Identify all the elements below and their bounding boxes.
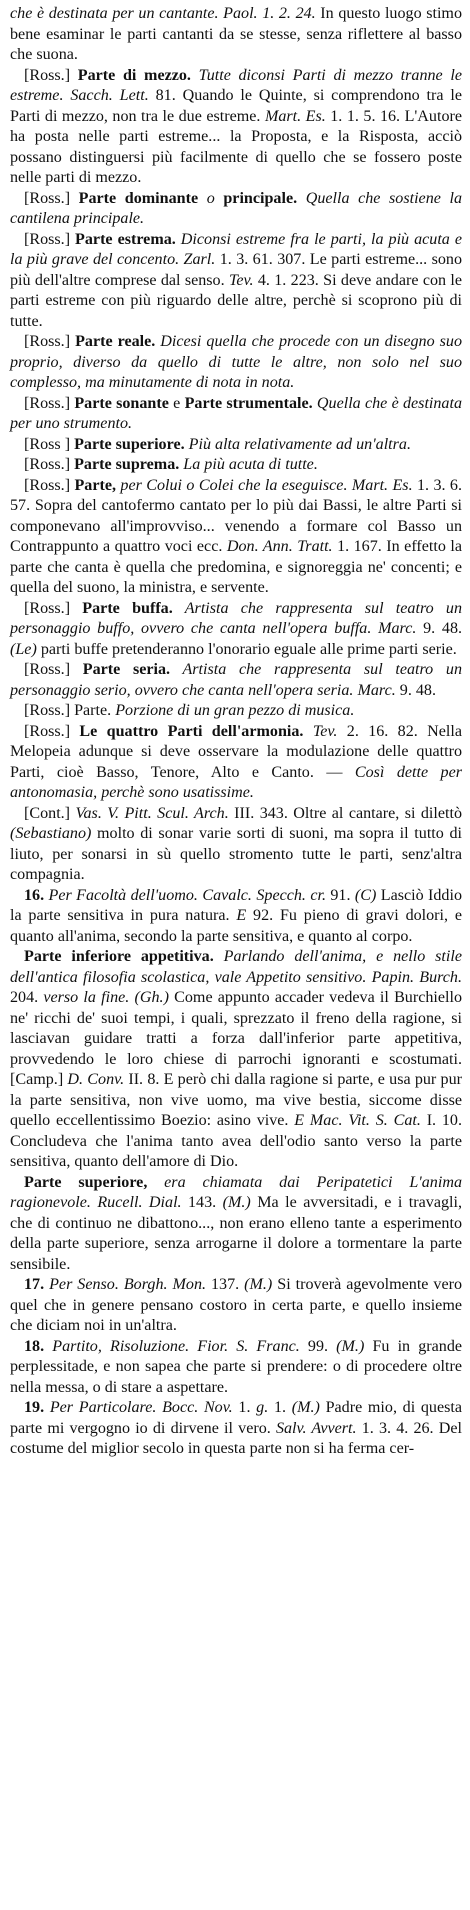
italic-text: (M.) bbox=[336, 1337, 365, 1355]
entry-paragraph bbox=[10, 1173, 462, 1276]
entry-headword: principale. bbox=[223, 189, 298, 207]
body-text: [Ross.] Parte. bbox=[24, 702, 116, 719]
entry-paragraph bbox=[10, 394, 462, 435]
italic-text: Dicesi quella che procede con un disegno suo proprio, diverso da quello di tutte le altre, non solo nel suo complesso, ma minutamente di nota in nota. bbox=[10, 333, 462, 391]
italic-text: E bbox=[236, 907, 247, 924]
body-text: 9. 48. bbox=[416, 620, 463, 637]
entry-paragraph bbox=[10, 189, 462, 230]
body-text: [Ross.] bbox=[24, 722, 80, 740]
entry-paragraph bbox=[10, 455, 462, 476]
italic-text: Per Senso. Borgh. Mon. bbox=[49, 1276, 207, 1293]
body-text: 137. bbox=[206, 1276, 245, 1293]
body-text: II. 8. E però chi dalla ragione si parte, e usa pur pur la parte sensitiva, non vive uomo, ma vive bestia, siccome disse quello eccellentissimo Boezio: asino vive. bbox=[10, 1071, 462, 1129]
body-text: I. 10. Concludeva che l'anima tanto avea dell'odio santo verso la parte sensitiva, quanto dell'amore di Dio. bbox=[10, 1112, 463, 1170]
entry-paragraph bbox=[10, 230, 462, 333]
italic-text: Porzione di un gran pezzo di musica. bbox=[115, 702, 355, 719]
body-text: 204. bbox=[10, 989, 44, 1006]
italic-text: (C) bbox=[354, 886, 377, 904]
entry-paragraph bbox=[10, 1337, 462, 1399]
body-text: 99. bbox=[299, 1337, 337, 1355]
italic-text: Così dette per antonomasia, perchè sono usatissime. bbox=[10, 763, 462, 801]
italic-text: Tutte diconsi Parti di mezzo tranne le estreme. Sacch. Lett. bbox=[10, 66, 462, 104]
italic-text: Artista che rappresenta sul teatro un personaggio serio, ovvero che canta nell'opera seria. Marc. bbox=[10, 661, 462, 699]
entry-headword: Parte di mezzo. bbox=[77, 66, 191, 84]
italic-text: (M.) bbox=[222, 1194, 251, 1211]
italic-text: Quella che è destinata per uno strumento. bbox=[10, 394, 462, 432]
body-text: [Ross.] bbox=[24, 476, 75, 494]
italic-text: Per Particolare. Bocc. Nov. bbox=[49, 1399, 233, 1416]
italic-text: (Le) bbox=[10, 640, 37, 658]
entry-headword: Parte superiore, bbox=[24, 1173, 148, 1191]
entry-paragraph bbox=[10, 4, 462, 66]
body-text: 4. 1. 223. Si deve andare con le parti estreme con più riguardo delle altre, perchè si scoprono più di tutte. bbox=[10, 271, 462, 330]
body-text: [Ross.] bbox=[24, 333, 76, 350]
entry-paragraph bbox=[10, 1275, 462, 1337]
entry-paragraph bbox=[10, 886, 462, 948]
body-text: III. 343. Oltre al cantare, si dilettò bbox=[228, 804, 462, 822]
italic-text: Per Facoltà dell'uomo. Cavalc. Specch. cr. bbox=[48, 886, 326, 904]
body-text: 1. bbox=[232, 1399, 257, 1416]
italic-text: Parlando dell'anima, e nello stile dell'antica filosofia scolastica, vale Appetito sensitivo. Papin. Burch. bbox=[10, 948, 462, 986]
entry-paragraph bbox=[10, 947, 462, 1173]
entry-paragraph bbox=[10, 1398, 462, 1460]
body-text: [Ross.] bbox=[24, 661, 83, 678]
entry-headword: Parte superiore. bbox=[74, 435, 185, 453]
italic-text: D. Conv. bbox=[67, 1071, 125, 1088]
italic-text: Tev. bbox=[303, 722, 338, 740]
body-text: Padre mio, di questa parte mi vergogno io di dirvene il vero. bbox=[10, 1399, 462, 1437]
body-text: 2. 16. 82. Nella Melopeia adunque si deve osservare la modulazione delle quattro Parti, cioè Basso, Tenore, Alto e Canto. — bbox=[10, 722, 463, 781]
entry-paragraph bbox=[10, 804, 462, 886]
italic-text: Tev. bbox=[228, 271, 254, 289]
entry-headword: Le quattro Parti dell'armonia. bbox=[79, 722, 304, 740]
body-text: Ma le avversitadi, e i travagli, che di continuo ne dibattono..., non erano elleno tante a esperimento della parte superiore, senza arrogarne il dolore a tormentare la parte sensibile. bbox=[10, 1194, 462, 1273]
body-text: 143. bbox=[181, 1194, 223, 1211]
entry-paragraph bbox=[10, 476, 462, 599]
body-text: 1. 3. 61. 307. Le parti estreme... sono più dell'altre comprese dal senso. bbox=[10, 251, 462, 289]
entry-headword: Parte reale. bbox=[75, 333, 156, 350]
italic-text: o bbox=[198, 189, 224, 207]
body-text: 1. 1. 5. 16. L'Autore ha posta nelle parti estreme... la Proposta, e la Risposta, acciò possano distinguersi più facilmente di quello che se fossero poste nelle parti di mezzo. bbox=[10, 107, 462, 186]
entry-headword: Parte suprema. bbox=[74, 456, 180, 473]
italic-text: Diconsi estreme fra le parti, la più acuta e la più grave del concento. Zarl. bbox=[10, 230, 462, 268]
entry-paragraph bbox=[10, 701, 462, 722]
body-text: [Ross ] bbox=[24, 435, 75, 453]
entry-headword: Parte seria. bbox=[82, 661, 171, 678]
entry-paragraph bbox=[10, 599, 462, 661]
italic-text: Salv. Avvert. bbox=[275, 1419, 357, 1437]
body-text: Come appunto accader vedeva il Burchiello ne' ricchi de' suoi tempi, i quali, sprezzato il freno della ragione, si lasciavan guidare tratti a forza dall'inferior parte appetitiva, provvedendo le loro chiese di parrochi ignoranti e scostumati. [Camp.] bbox=[10, 989, 463, 1088]
body-text: [Ross.] bbox=[24, 599, 83, 617]
body-text: Lasciò Iddio la parte sensitiva in pura natura. bbox=[10, 886, 462, 924]
body-text: [Ross.] bbox=[24, 230, 76, 248]
body-text: [Ross.] bbox=[24, 189, 79, 207]
body-text: Fu in grande perplessitade, e non sapea che parte si prendere: o di procedere oltre nella messa, o di stare a aspettare. bbox=[10, 1337, 463, 1396]
entry-headword: Parte dominante bbox=[78, 189, 199, 207]
body-text: 1. 3. 6. 57. Sopra del cantofermo cantato per lo più dai Bassi, le altre Parti si componevano all'improvviso... venendo a formare col Basso un Contrappunto a quattro voci ecc. bbox=[10, 476, 462, 555]
body-text: [Cont.] bbox=[24, 804, 76, 822]
body-text: e bbox=[168, 394, 185, 412]
italic-text: Don. Ann. Tratt. bbox=[226, 538, 333, 555]
italic-text: Mart. Es. bbox=[264, 107, 326, 125]
italic-text: g. bbox=[256, 1399, 269, 1416]
body-text: [Ross.] bbox=[24, 456, 75, 473]
italic-text: Artista che rappresenta sul teatro un personaggio buffo, ovvero che canta nell'opera buffa. Marc. bbox=[10, 599, 462, 637]
italic-text: Quella che sostiene la cantilena principale. bbox=[10, 189, 463, 227]
entry-headword: Parte buffa. bbox=[82, 599, 173, 617]
entry-headword: Parte sonante bbox=[74, 394, 169, 412]
body-text: molto di sonar varie sorti di suoni, ma sopra il tutto di liuto, per sonarsi in sù quello stromento tutte le parti, senz'altra compagnia. bbox=[10, 825, 462, 883]
italic-text: La più acuta di tutte. bbox=[179, 456, 318, 473]
entry-paragraph bbox=[10, 332, 462, 394]
italic-text: era chiamata dai Peripatetici L'anima ragionevole. Rucell. Dial. bbox=[10, 1173, 462, 1211]
italic-text: (M.) bbox=[291, 1399, 320, 1416]
italic-text: Più alta relativamente ad un'altra. bbox=[184, 435, 411, 453]
entry-headword: Parte inferiore appetitiva. bbox=[24, 948, 214, 965]
italic-text: (M.) bbox=[244, 1276, 273, 1293]
entry-paragraph bbox=[10, 722, 462, 804]
entry-headword: 17. bbox=[24, 1276, 50, 1293]
body-text: 91. bbox=[325, 886, 355, 904]
body-text: 81. Quando le Quinte, si comprendono tra le Parti di mezzo, non tra le due estreme. bbox=[10, 87, 462, 125]
body-text: [Ross.] bbox=[24, 66, 78, 84]
body-text: 1. 167. In effetto la parte che canta è quella che predomina, e signoreggia ne' concenti; e quella del suono, la ministra, e servente. bbox=[10, 538, 462, 596]
entry-headword: 19. bbox=[24, 1399, 50, 1416]
italic-text: E Mac. Vit. S. Cat. bbox=[294, 1112, 421, 1129]
italic-text: Vas. V. Pitt. Scul. Arch. bbox=[75, 804, 229, 822]
entry-paragraph bbox=[10, 660, 462, 701]
body-text: [Ross.] bbox=[24, 394, 75, 412]
body-text: 9. 48. bbox=[395, 681, 436, 699]
body-text: Si troverà agevolmente vero quel che in genere pensano costoro in certa parte, e quello insieme che diciam noi in un'altra. bbox=[10, 1276, 463, 1334]
entry-headword: Parte strumentale. bbox=[184, 394, 313, 412]
italic-text: Partito, Risoluzione. Fior. S. Franc. bbox=[52, 1337, 300, 1355]
entry-headword: 16. bbox=[24, 886, 49, 904]
italic-text: verso la fine. (Gh.) bbox=[43, 989, 169, 1006]
italic-text: che è destinata per un cantante. Paol. 1. 2. 24. bbox=[10, 5, 316, 22]
entry-headword: Parte estrema. bbox=[75, 230, 176, 248]
body-text: In questo luogo stimo bene esaminar le parti cantanti da se stesse, senza riflettere al basso che suona. bbox=[10, 5, 463, 63]
entry-paragraph bbox=[10, 66, 462, 189]
italic-text: per Colui o Colei che la eseguisce. Mart. Es. bbox=[116, 476, 413, 494]
entry-headword: 18. bbox=[24, 1337, 53, 1355]
entry-paragraph bbox=[10, 435, 462, 456]
body-text: 1. bbox=[268, 1399, 292, 1416]
entry-headword: Parte, bbox=[74, 476, 116, 494]
body-text: 1. 3. 4. 26. Del costume del miglior secolo in questa parte non si ha ferma cer- bbox=[10, 1419, 462, 1457]
body-text: parti buffe pretenderanno l'onorario eguale alle prime parti serie. bbox=[36, 640, 457, 658]
italic-text: (Sebastiano) bbox=[10, 825, 92, 842]
body-text: 92. Fu pieno di gravi dolori, e quanto all'anima, secondo la parte sensitiva, e quanto al corpo. bbox=[10, 907, 462, 945]
